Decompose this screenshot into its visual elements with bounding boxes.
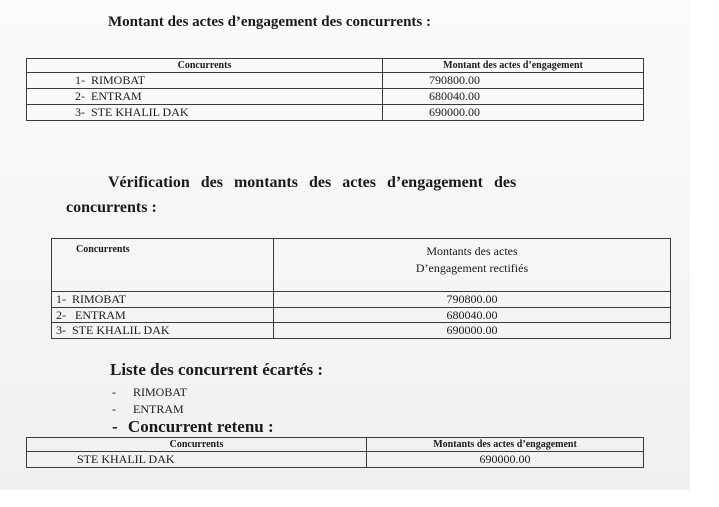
table-row bbox=[52, 292, 671, 308]
row-number: 1- bbox=[56, 292, 66, 306]
competitor-amount: 680040.00 bbox=[274, 308, 671, 323]
header-line: Montants des actes bbox=[426, 244, 518, 258]
section4-title bbox=[112, 417, 274, 437]
row-number: 2- bbox=[56, 307, 66, 322]
competitor-name: ENTRAM bbox=[91, 89, 142, 103]
table-retained-competitor bbox=[26, 437, 644, 468]
table-row bbox=[52, 323, 671, 339]
column-header-montant-rectifie bbox=[274, 239, 671, 292]
row-number: 3- bbox=[56, 323, 66, 337]
competitor-name: STE KHALIL DAK bbox=[27, 452, 367, 468]
competitor-amount: 790800.00 bbox=[274, 292, 671, 308]
competitor-name: RIMOBAT bbox=[91, 73, 146, 87]
competitor-name: ENTRAM bbox=[75, 307, 126, 322]
table-row bbox=[27, 73, 644, 89]
excluded-competitor: RIMOBAT bbox=[133, 385, 188, 399]
competitor-name: STE KHALIL DAK bbox=[91, 105, 189, 119]
column-header-montant: Montants des actes d’engagement bbox=[367, 438, 644, 452]
header-line: D’engagement rectifiés bbox=[415, 261, 529, 275]
table-row bbox=[27, 105, 644, 121]
table-row bbox=[27, 89, 644, 105]
list-item bbox=[112, 385, 187, 400]
table-engagement-amounts bbox=[26, 58, 644, 121]
row-number: 2- bbox=[75, 89, 85, 103]
competitor-name: RIMOBAT bbox=[72, 292, 127, 306]
bullet-dash: - bbox=[112, 402, 116, 416]
section3-title: Liste des concurrent écartés : bbox=[110, 360, 324, 379]
competitor-name: STE KHALIL DAK bbox=[72, 323, 170, 337]
table-row bbox=[52, 308, 671, 323]
section2-title-line2: concurrents : bbox=[66, 199, 157, 216]
row-number: 3- bbox=[75, 105, 85, 119]
competitor-amount: 690000.00 bbox=[383, 105, 644, 121]
excluded-competitor: ENTRAM bbox=[133, 402, 184, 416]
table-verified-amounts bbox=[51, 238, 671, 339]
section2-title-line1: Vérification des montants des actes d’engagement des bbox=[108, 174, 517, 191]
competitor-amount: 680040.00 bbox=[383, 89, 644, 105]
section4-title-text: Concurrent retenu : bbox=[127, 417, 274, 436]
column-header-concurrents: Concurrents bbox=[52, 239, 274, 292]
bullet-dash: - bbox=[112, 385, 116, 399]
competitor-amount: 690000.00 bbox=[367, 452, 644, 468]
section1-title: Montant des actes d’engagement des concurrents : bbox=[108, 14, 432, 30]
section4-dash: - bbox=[112, 417, 118, 436]
competitor-amount: 690000.00 bbox=[274, 323, 671, 339]
column-header-concurrents: Concurrents bbox=[27, 438, 367, 452]
competitor-amount: 790800.00 bbox=[383, 73, 644, 89]
row-number: 1- bbox=[75, 73, 85, 87]
table-row bbox=[27, 452, 644, 468]
column-header-montant: Montant des actes d’engagement bbox=[383, 59, 644, 73]
column-header-concurrents: Concurrents bbox=[27, 59, 383, 73]
list-item bbox=[112, 402, 184, 417]
